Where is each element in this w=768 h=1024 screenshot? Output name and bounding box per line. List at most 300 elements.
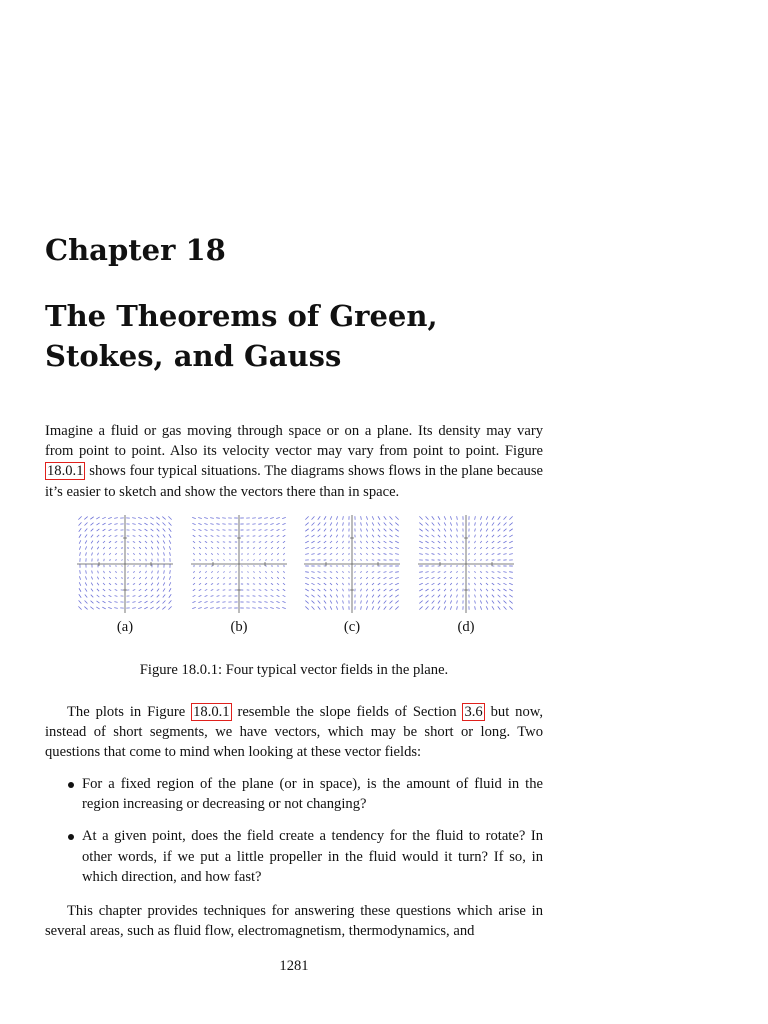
figure-18-0-1 xyxy=(0,515,768,645)
field-arrow xyxy=(336,529,337,532)
field-arrow xyxy=(133,547,135,548)
field-arrow xyxy=(456,571,457,572)
field-arrow xyxy=(318,547,321,548)
field-arrow xyxy=(475,600,476,603)
field-arrow xyxy=(366,600,367,603)
field-arrow xyxy=(342,560,344,561)
field-arrow xyxy=(277,571,278,573)
field-arrow xyxy=(211,596,214,597)
field-arrow xyxy=(139,595,142,596)
field-arrow xyxy=(389,583,392,585)
field-arrow xyxy=(97,541,99,543)
field-arrow xyxy=(90,607,93,610)
field-arrow xyxy=(169,582,171,586)
field-arrow xyxy=(133,536,136,537)
field-arrow xyxy=(336,560,338,561)
field-arrow xyxy=(79,594,81,597)
field-arrow xyxy=(426,523,429,526)
field-arrow xyxy=(475,583,476,585)
field-arrow xyxy=(492,601,494,604)
field-arrow xyxy=(103,589,105,591)
field-arrow xyxy=(486,547,488,549)
field-arrow xyxy=(144,523,147,525)
field-arrow xyxy=(276,601,279,602)
field-arrow xyxy=(271,583,273,584)
field-arrow xyxy=(312,606,315,609)
field-arrow xyxy=(384,606,387,609)
field-arrow xyxy=(372,547,374,549)
field-arrow xyxy=(145,541,147,543)
field-arrow xyxy=(194,571,195,573)
field-arrow xyxy=(366,516,367,520)
field-arrow xyxy=(390,516,393,519)
field-arrow xyxy=(217,530,220,531)
field-arrow xyxy=(419,529,422,532)
panel-label-d: (d) xyxy=(457,619,475,635)
field-arrow xyxy=(343,595,344,598)
field-arrow xyxy=(134,559,135,561)
field-arrow xyxy=(253,584,255,585)
field-arrow xyxy=(169,534,171,537)
field-arrow xyxy=(486,606,488,609)
field-arrow xyxy=(384,535,387,537)
field-arrow xyxy=(144,517,148,519)
field-arrow xyxy=(169,594,171,597)
field-arrow xyxy=(509,523,512,526)
field-arrow xyxy=(378,595,380,598)
field-arrow xyxy=(509,541,513,543)
field-arrow xyxy=(217,596,220,597)
field-arrow xyxy=(324,583,326,585)
field-arrow xyxy=(438,547,441,548)
field-arrow xyxy=(104,571,105,573)
field-arrow xyxy=(110,559,111,561)
field-arrow xyxy=(156,523,159,526)
field-arrow xyxy=(354,566,355,567)
field-arrow xyxy=(278,559,279,561)
field-arrow xyxy=(211,530,214,531)
field-arrow xyxy=(204,602,207,603)
field-arrow xyxy=(366,572,368,573)
field-arrow xyxy=(163,582,165,585)
field-arrow xyxy=(480,577,482,579)
field-arrow xyxy=(450,589,451,591)
field-arrow xyxy=(419,577,423,578)
field-arrow xyxy=(102,601,105,603)
figure-ref-link[interactable]: 18.0.1 xyxy=(47,463,84,480)
field-arrow xyxy=(395,595,398,597)
field-arrow xyxy=(498,583,501,585)
field-arrow xyxy=(480,529,481,532)
field-arrow xyxy=(384,547,387,548)
field-arrow xyxy=(103,583,105,585)
field-arrow xyxy=(330,583,332,585)
field-arrow xyxy=(271,547,273,548)
field-arrow xyxy=(450,600,451,603)
field-arrow xyxy=(480,535,481,538)
field-arrow xyxy=(438,606,440,609)
field-arrow xyxy=(395,583,399,585)
field-arrow xyxy=(450,577,452,579)
field-arrow xyxy=(361,583,362,585)
field-arrow xyxy=(114,524,117,525)
field-arrow xyxy=(324,606,326,609)
field-arrow xyxy=(438,601,440,604)
field-arrow xyxy=(504,601,507,604)
field-arrow xyxy=(457,606,458,610)
field-arrow xyxy=(361,600,362,603)
field-arrow xyxy=(283,541,285,543)
field-arrow xyxy=(318,529,321,532)
field-arrow xyxy=(145,583,147,585)
field-arrow xyxy=(305,577,309,578)
field-arrow xyxy=(475,522,476,525)
field-arrow xyxy=(336,541,337,543)
field-arrow xyxy=(360,547,361,549)
field-arrow xyxy=(145,589,147,591)
figure-ref-link-2[interactable]: 18.0.1 xyxy=(193,704,230,720)
field-arrow xyxy=(157,547,158,550)
field-arrow xyxy=(318,535,321,537)
field-arrow xyxy=(259,542,261,543)
field-arrow xyxy=(283,589,285,590)
field-arrow xyxy=(163,594,165,597)
field-arrow xyxy=(366,547,368,549)
field-arrow xyxy=(384,601,387,604)
field-arrow xyxy=(164,552,165,555)
field-arrow xyxy=(108,607,111,608)
field-arrow xyxy=(498,601,501,604)
field-arrow xyxy=(199,547,201,549)
field-arrow xyxy=(277,589,279,590)
field-arrow xyxy=(79,528,82,531)
field-arrow xyxy=(151,541,153,543)
field-arrow xyxy=(163,534,165,537)
field-arrow xyxy=(217,542,219,543)
field-arrow xyxy=(199,583,201,584)
field-arrow xyxy=(425,554,428,555)
field-arrow xyxy=(158,571,159,574)
field-arrow xyxy=(324,516,326,519)
field-arrow xyxy=(305,595,308,597)
field-arrow xyxy=(205,541,207,542)
field-arrow xyxy=(91,589,93,592)
field-arrow xyxy=(450,516,451,520)
field-arrow xyxy=(259,530,262,531)
field-arrow xyxy=(115,584,117,585)
field-arrow xyxy=(85,601,88,604)
field-arrow xyxy=(97,595,100,597)
field-arrow xyxy=(503,529,506,532)
field-arrow xyxy=(217,548,219,549)
field-arrow xyxy=(158,553,159,556)
bullet-icon xyxy=(68,834,74,840)
field-arrow xyxy=(138,607,141,608)
field-arrow xyxy=(162,607,165,610)
field-arrow xyxy=(486,572,488,573)
field-arrow xyxy=(425,583,428,585)
field-arrow xyxy=(254,559,255,560)
field-arrow xyxy=(336,600,337,603)
field-arrow xyxy=(259,548,261,549)
field-arrow xyxy=(395,547,399,548)
field-arrow xyxy=(480,595,481,598)
field-arrow xyxy=(163,528,166,531)
field-arrow xyxy=(253,578,255,579)
plots-text-1: The plots in Figure xyxy=(67,704,192,720)
field-arrow xyxy=(378,583,380,585)
field-arrow xyxy=(116,559,117,561)
field-arrow xyxy=(324,589,326,591)
field-arrow xyxy=(139,577,141,579)
field-arrow xyxy=(336,553,338,554)
field-arrow xyxy=(425,547,428,548)
field-arrow xyxy=(312,601,315,604)
field-arrow xyxy=(90,523,93,526)
field-arrow xyxy=(169,522,172,525)
field-arrow xyxy=(372,535,374,537)
field-arrow xyxy=(98,553,99,556)
field-arrow xyxy=(336,522,337,525)
field-arrow xyxy=(115,530,118,531)
section-ref-link[interactable]: 3.6 xyxy=(464,704,483,720)
field-arrow xyxy=(223,554,225,555)
field-arrow xyxy=(163,588,165,591)
field-arrow xyxy=(108,523,111,524)
field-arrow xyxy=(432,541,435,543)
field-arrow xyxy=(276,607,279,608)
field-arrow xyxy=(457,589,458,592)
field-arrow xyxy=(260,559,261,560)
field-arrow xyxy=(151,577,152,580)
field-arrow xyxy=(474,560,476,561)
field-arrow xyxy=(336,589,337,591)
field-arrow xyxy=(457,583,458,585)
field-arrow xyxy=(265,596,268,597)
field-arrow xyxy=(259,553,260,554)
field-arrow xyxy=(86,570,87,573)
field-arrow xyxy=(389,589,392,591)
field-arrow xyxy=(103,541,105,543)
field-arrow xyxy=(318,595,321,598)
field-arrow xyxy=(258,518,262,519)
field-arrow xyxy=(355,559,356,560)
field-arrow xyxy=(205,571,206,573)
field-arrow xyxy=(277,541,279,542)
field-arrow xyxy=(170,570,171,574)
field-arrow xyxy=(194,559,195,561)
field-arrow xyxy=(366,583,368,585)
field-arrow xyxy=(108,601,111,602)
field-arrow xyxy=(152,553,153,556)
field-arrow xyxy=(492,535,494,537)
field-arrow xyxy=(204,518,208,519)
field-arrow xyxy=(324,535,326,537)
field-arrow xyxy=(444,547,446,549)
field-arrow xyxy=(248,565,249,566)
field-arrow xyxy=(210,518,214,519)
field-arrow xyxy=(271,541,273,542)
field-arrow xyxy=(444,529,446,532)
field-arrow xyxy=(163,540,165,543)
field-arrow xyxy=(498,529,501,532)
field-arrow xyxy=(378,572,381,573)
field-arrow xyxy=(115,542,117,543)
field-arrow xyxy=(121,560,122,561)
field-arrow xyxy=(114,602,117,603)
field-arrow xyxy=(366,541,367,543)
field-arrow xyxy=(311,589,314,591)
field-arrow xyxy=(390,601,393,604)
field-arrow xyxy=(361,606,362,610)
field-arrow xyxy=(305,601,308,604)
field-arrow xyxy=(103,553,104,555)
field-arrow xyxy=(503,541,506,543)
field-arrow xyxy=(283,577,285,579)
field-arrow xyxy=(162,517,165,520)
field-arrow xyxy=(389,547,392,548)
field-arrow xyxy=(492,606,494,609)
field-arrow xyxy=(254,565,255,566)
field-arrow xyxy=(457,535,458,538)
field-arrow xyxy=(198,523,201,524)
field-arrow xyxy=(360,571,361,572)
field-arrow xyxy=(109,541,111,542)
field-arrow xyxy=(432,516,434,519)
field-arrow xyxy=(419,547,423,548)
field-arrow xyxy=(211,590,214,591)
field-arrow xyxy=(258,602,261,603)
field-arrow xyxy=(384,583,387,585)
field-arrow xyxy=(133,530,136,531)
field-arrow xyxy=(205,577,207,578)
field-arrow xyxy=(486,535,488,537)
field-arrow xyxy=(498,595,501,598)
field-arrow xyxy=(115,547,117,548)
field-arrow xyxy=(276,523,279,524)
field-arrow xyxy=(342,547,343,549)
vector-field-plot-a xyxy=(77,515,173,613)
field-arrow xyxy=(492,572,495,573)
field-arrow xyxy=(384,541,387,543)
field-arrow xyxy=(277,535,280,536)
field-arrow xyxy=(486,541,488,543)
field-arrow xyxy=(480,541,481,543)
field-arrow xyxy=(444,541,446,543)
field-arrow xyxy=(216,602,219,603)
field-arrow xyxy=(343,529,344,532)
field-arrow xyxy=(456,547,457,549)
field-arrow xyxy=(132,524,135,525)
field-arrow xyxy=(475,529,476,532)
field-arrow xyxy=(224,559,225,560)
field-arrow xyxy=(271,577,273,578)
field-arrow xyxy=(498,547,501,548)
field-arrow xyxy=(282,601,285,602)
field-arrow xyxy=(395,535,398,537)
field-arrow xyxy=(509,547,513,548)
field-arrow xyxy=(426,606,429,609)
field-arrow xyxy=(264,608,268,609)
field-arrow xyxy=(318,572,321,573)
field-arrow xyxy=(503,589,506,591)
field-arrow xyxy=(444,577,446,578)
field-arrow xyxy=(133,553,134,554)
field-arrow xyxy=(138,517,142,518)
field-arrow xyxy=(253,536,256,537)
field-arrow xyxy=(395,529,398,532)
field-arrow xyxy=(109,589,111,590)
field-arrow xyxy=(372,606,374,609)
field-arrow xyxy=(432,547,435,548)
field-arrow xyxy=(157,583,159,586)
field-arrow xyxy=(132,602,135,603)
field-arrow xyxy=(235,566,236,567)
field-arrow xyxy=(426,516,429,519)
field-arrow xyxy=(498,516,500,519)
field-arrow xyxy=(253,590,256,591)
field-arrow xyxy=(450,583,452,585)
field-arrow xyxy=(361,589,362,592)
page-number: 1281 xyxy=(279,958,309,974)
vector-field-panel-b xyxy=(191,515,287,635)
vector-field-panel-c xyxy=(304,515,400,635)
field-arrow xyxy=(151,595,154,597)
field-arrow xyxy=(204,608,207,609)
field-arrow xyxy=(80,552,81,556)
field-arrow xyxy=(361,535,362,538)
field-arrow xyxy=(85,534,87,537)
field-arrow xyxy=(469,553,470,555)
field-arrow xyxy=(168,516,171,519)
field-arrow xyxy=(389,535,392,537)
field-arrow xyxy=(253,554,255,555)
field-arrow xyxy=(457,516,458,520)
field-arrow xyxy=(311,572,314,573)
field-arrow xyxy=(110,571,111,573)
field-arrow xyxy=(509,535,512,537)
field-arrow xyxy=(132,608,136,609)
field-arrow xyxy=(79,522,82,525)
field-arrow xyxy=(450,606,451,609)
field-arrow xyxy=(283,547,285,549)
field-arrow xyxy=(503,535,506,537)
field-arrow xyxy=(318,522,321,525)
field-arrow xyxy=(103,547,105,549)
field-arrow xyxy=(419,541,423,543)
field-arrow xyxy=(378,522,380,525)
field-arrow xyxy=(121,572,123,573)
field-arrow xyxy=(474,571,475,572)
field-arrow xyxy=(282,607,285,608)
field-arrow xyxy=(91,529,94,532)
field-arrow xyxy=(140,571,141,573)
field-arrow xyxy=(212,559,213,561)
field-arrow xyxy=(349,571,350,573)
field-arrow xyxy=(218,559,219,560)
field-arrow xyxy=(144,601,147,603)
field-arrow xyxy=(283,553,284,555)
field-arrow xyxy=(419,589,422,591)
field-arrow xyxy=(486,553,488,554)
field-arrow xyxy=(486,583,488,585)
field-arrow xyxy=(216,518,220,519)
field-arrow xyxy=(85,523,88,526)
field-arrow xyxy=(498,541,501,543)
field-arrow xyxy=(270,524,273,525)
field-arrow xyxy=(144,607,147,609)
field-arrow xyxy=(282,523,285,524)
